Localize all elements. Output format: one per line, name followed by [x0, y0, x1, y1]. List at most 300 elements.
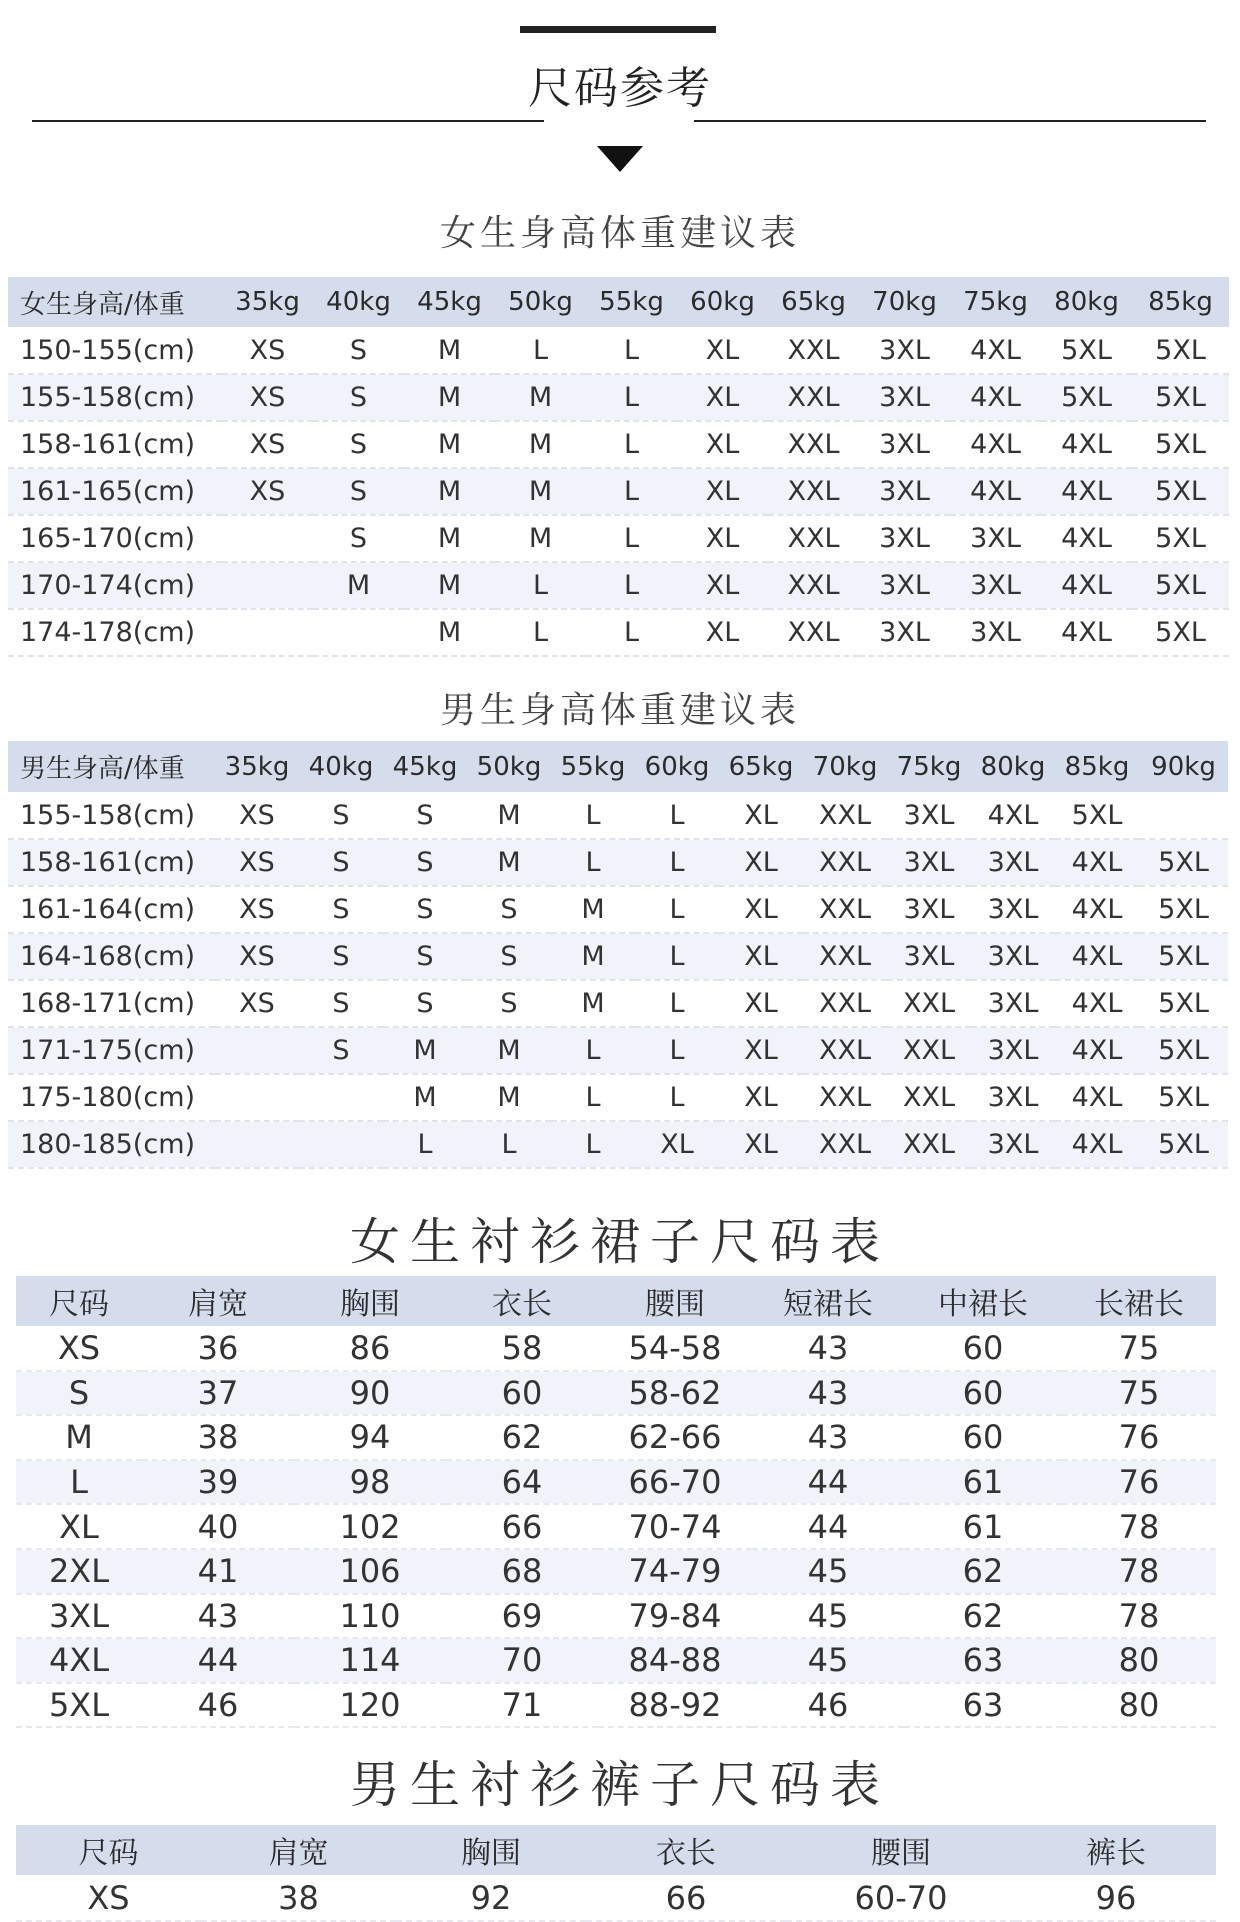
- table-cell: 62: [904, 1549, 1062, 1594]
- table-cell: S: [383, 792, 467, 839]
- table-cell: 4XL: [971, 792, 1055, 839]
- table-cell: 75: [1062, 1326, 1216, 1371]
- column-header: 55kg: [560, 751, 626, 782]
- table-cell: M: [551, 933, 635, 980]
- table-cell: XL: [677, 609, 768, 656]
- table-cell: [313, 609, 404, 656]
- table-row: [16, 1594, 1216, 1639]
- table-cell: 64: [446, 1460, 598, 1505]
- table-cell: 150-155(cm): [8, 327, 222, 374]
- table-cell: XL: [677, 562, 768, 609]
- table-row: [8, 374, 1229, 421]
- table-cell: 66-70: [598, 1460, 752, 1505]
- table-cell: 76: [1062, 1460, 1216, 1505]
- column-header: 腰围: [645, 1287, 705, 1322]
- table-cell: L: [635, 933, 719, 980]
- column-header: 50kg: [508, 287, 573, 317]
- table-cell: 43: [752, 1326, 904, 1371]
- column-header: 肩宽: [188, 1287, 248, 1322]
- table-cell: 4XL: [1041, 468, 1132, 515]
- table-cell: 174-178(cm): [8, 609, 222, 656]
- table-cell: XS: [215, 980, 299, 1027]
- table-cell: 110: [294, 1594, 446, 1639]
- table-cell: 86: [294, 1326, 446, 1371]
- table-cell: M: [404, 327, 495, 374]
- table-cell: M: [551, 886, 635, 933]
- table-cell: 4XL: [950, 327, 1041, 374]
- table-cell: S: [383, 886, 467, 933]
- table-row: [8, 980, 1228, 1027]
- table-cell: M: [383, 1074, 467, 1121]
- table-cell: L: [635, 1027, 719, 1074]
- table-cell: 5XL: [1139, 839, 1228, 886]
- table-cell: 74-79: [598, 1549, 752, 1594]
- table-cell: L: [586, 327, 677, 374]
- column-header: 裤长: [1086, 1836, 1146, 1871]
- table-cell: 161-164(cm): [8, 886, 215, 933]
- table-cell: S: [467, 933, 551, 980]
- table-cell: XL: [677, 327, 768, 374]
- table-cell: S: [16, 1371, 142, 1416]
- table-cell: XL: [16, 1504, 142, 1549]
- women-weight-table: [8, 277, 1229, 657]
- table-cell: XL: [719, 792, 803, 839]
- table-cell: XXL: [803, 839, 887, 886]
- table-cell: 80: [1062, 1638, 1216, 1683]
- table-cell: 60: [904, 1326, 1062, 1371]
- table-cell: 5XL: [1139, 1074, 1228, 1121]
- table-cell: XS: [215, 886, 299, 933]
- table-cell: XL: [635, 1121, 719, 1168]
- women-size-table: [16, 1276, 1216, 1728]
- table-cell: XL: [719, 980, 803, 1027]
- table-cell: 75: [1062, 1371, 1216, 1416]
- column-header: 75kg: [896, 751, 962, 782]
- table-cell: 171-175(cm): [8, 1027, 215, 1074]
- column-header: 女生身高/体重: [20, 289, 185, 320]
- table-cell: L: [635, 980, 719, 1027]
- table-cell: 5XL: [1139, 1121, 1228, 1168]
- table-cell: 3XL: [971, 1121, 1055, 1168]
- table-cell: XL: [677, 468, 768, 515]
- table-cell: 92: [396, 1875, 586, 1921]
- table-cell: 5XL: [1139, 933, 1228, 980]
- table-cell: XXL: [768, 421, 859, 468]
- table-cell: 4XL: [950, 374, 1041, 421]
- table-cell: [222, 515, 313, 562]
- table-cell: S: [383, 933, 467, 980]
- table-cell: 4XL: [16, 1638, 142, 1683]
- table-cell: L: [551, 1074, 635, 1121]
- table-cell: 106: [294, 1549, 446, 1594]
- table-cell: 3XL: [859, 327, 950, 374]
- table-row: [8, 609, 1229, 656]
- column-header: 85kg: [1064, 751, 1130, 782]
- column-header: 胸围: [461, 1836, 521, 1871]
- table-cell: M: [495, 515, 586, 562]
- table-cell: [222, 562, 313, 609]
- table-cell: 175-180(cm): [8, 1074, 215, 1121]
- table-row: [16, 1371, 1216, 1416]
- table-row: [8, 515, 1229, 562]
- table-cell: L: [383, 1121, 467, 1168]
- table-cell: L: [586, 374, 677, 421]
- table-cell: 58-62: [598, 1371, 752, 1416]
- table-cell: 5XL: [1132, 468, 1229, 515]
- table-cell: 102: [294, 1504, 446, 1549]
- table-cell: 3XL: [859, 562, 950, 609]
- table-cell: 4XL: [1055, 886, 1139, 933]
- table-cell: XS: [16, 1326, 142, 1371]
- table-row: [8, 562, 1229, 609]
- table-cell: L: [551, 1027, 635, 1074]
- table-cell: 63: [904, 1638, 1062, 1683]
- table-cell: XXL: [768, 562, 859, 609]
- table-cell: 78: [1062, 1504, 1216, 1549]
- table-cell: XS: [215, 792, 299, 839]
- table-cell: 3XL: [971, 980, 1055, 1027]
- table-cell: S: [383, 839, 467, 886]
- table-cell: XS: [222, 468, 313, 515]
- table-row: [8, 468, 1229, 515]
- table-cell: 5XL: [1132, 327, 1229, 374]
- column-header: 尺码: [49, 1287, 109, 1322]
- table-cell: 3XL: [971, 1027, 1055, 1074]
- table-cell: XL: [677, 374, 768, 421]
- table-cell: 98: [294, 1460, 446, 1505]
- table-cell: 5XL: [1132, 421, 1229, 468]
- table-cell: 3XL: [887, 886, 971, 933]
- table-cell: 158-161(cm): [8, 421, 222, 468]
- table-cell: S: [299, 886, 383, 933]
- table-cell: [215, 1074, 299, 1121]
- table-cell: S: [313, 468, 404, 515]
- table-cell: 39: [142, 1460, 294, 1505]
- table-cell: XXL: [887, 1074, 971, 1121]
- column-header: 衣长: [492, 1287, 552, 1322]
- table-cell: 90: [294, 1371, 446, 1416]
- table-cell: [222, 609, 313, 656]
- table-cell: M: [495, 374, 586, 421]
- table-cell: 80: [1062, 1683, 1216, 1728]
- table-cell: 3XL: [859, 374, 950, 421]
- table-cell: 5XL: [1139, 886, 1228, 933]
- table-cell: M: [404, 374, 495, 421]
- table-cell: [1139, 792, 1228, 839]
- table-cell: XL: [719, 1121, 803, 1168]
- table-cell: M: [495, 468, 586, 515]
- table-cell: XXL: [887, 980, 971, 1027]
- table-cell: S: [313, 421, 404, 468]
- table-cell: XXL: [803, 1074, 887, 1121]
- table-cell: 76: [1062, 1415, 1216, 1460]
- table-cell: 78: [1062, 1549, 1216, 1594]
- table-cell: 3XL: [859, 468, 950, 515]
- table-cell: 165-170(cm): [8, 515, 222, 562]
- table-cell: XXL: [803, 792, 887, 839]
- table-cell: 61: [904, 1504, 1062, 1549]
- column-header: 50kg: [476, 751, 542, 782]
- table-cell: 36: [142, 1326, 294, 1371]
- table-cell: 4XL: [1055, 1074, 1139, 1121]
- table-cell: L: [586, 609, 677, 656]
- table-row: [8, 327, 1229, 374]
- table-cell: 3XL: [971, 839, 1055, 886]
- table-cell: S: [313, 515, 404, 562]
- table-cell: 46: [142, 1683, 294, 1728]
- table-cell: 3XL: [859, 515, 950, 562]
- column-header: 尺码: [78, 1836, 139, 1871]
- table-cell: M: [467, 792, 551, 839]
- table-cell: 62: [904, 1594, 1062, 1639]
- table-cell: 4XL: [1041, 515, 1132, 562]
- table-cell: 5XL: [1132, 562, 1229, 609]
- table-cell: L: [467, 1121, 551, 1168]
- down-arrow-icon: [597, 146, 643, 172]
- column-header: 35kg: [224, 751, 290, 782]
- table-cell: L: [635, 886, 719, 933]
- table-cell: XXL: [768, 327, 859, 374]
- table-row: [16, 1415, 1216, 1460]
- table-cell: M: [404, 468, 495, 515]
- table-row: [8, 792, 1228, 839]
- column-header: 长裙长: [1094, 1287, 1184, 1322]
- table-cell: XL: [719, 839, 803, 886]
- table-cell: XS: [215, 839, 299, 886]
- table-cell: 5XL: [1132, 515, 1229, 562]
- column-header: 60kg: [690, 287, 755, 317]
- table-cell: 71: [446, 1683, 598, 1728]
- men-size-title: 男生衬衫裤子尺码表: [350, 1756, 890, 1814]
- table-cell: 58: [446, 1326, 598, 1371]
- table-cell: 94: [294, 1415, 446, 1460]
- top-accent-bar: [520, 26, 716, 33]
- table-cell: XXL: [803, 886, 887, 933]
- table-cell: L: [495, 562, 586, 609]
- table-cell: 70: [446, 1638, 598, 1683]
- table-cell: 70-74: [598, 1504, 752, 1549]
- table-cell: XXL: [768, 374, 859, 421]
- column-header: 35kg: [235, 287, 300, 317]
- column-header: 85kg: [1148, 287, 1213, 317]
- table-cell: 3XL: [971, 933, 1055, 980]
- table-cell: 62-66: [598, 1415, 752, 1460]
- table-cell: 40: [142, 1504, 294, 1549]
- table-cell: XL: [719, 886, 803, 933]
- table-cell: S: [383, 980, 467, 1027]
- table-cell: 4XL: [1055, 980, 1139, 1027]
- column-header: 衣长: [656, 1836, 716, 1871]
- table-cell: 5XL: [1041, 327, 1132, 374]
- table-cell: L: [586, 515, 677, 562]
- table-cell: 60: [904, 1415, 1062, 1460]
- table-cell: S: [299, 980, 383, 1027]
- table-cell: 3XL: [859, 609, 950, 656]
- table-cell: 5XL: [16, 1683, 142, 1728]
- table-cell: L: [635, 1074, 719, 1121]
- table-cell: 60: [446, 1371, 598, 1416]
- table-row: [16, 1504, 1216, 1549]
- table-cell: 37: [142, 1371, 294, 1416]
- table-cell: 41: [142, 1549, 294, 1594]
- women-weight-title: 女生身高体重建议表: [439, 213, 800, 254]
- table-cell: 158-161(cm): [8, 839, 215, 886]
- table-cell: 44: [752, 1460, 904, 1505]
- table-cell: M: [404, 515, 495, 562]
- table-cell: 69: [446, 1594, 598, 1639]
- table-cell: 3XL: [887, 792, 971, 839]
- column-header: 65kg: [728, 751, 794, 782]
- table-cell: XL: [677, 515, 768, 562]
- table-cell: 38: [201, 1875, 396, 1921]
- table-cell: 4XL: [1055, 1027, 1139, 1074]
- table-cell: 44: [142, 1638, 294, 1683]
- table-cell: 3XL: [16, 1594, 142, 1639]
- column-header: 男生身高/体重: [20, 754, 185, 784]
- table-cell: L: [551, 792, 635, 839]
- table-cell: 170-174(cm): [8, 562, 222, 609]
- table-cell: M: [313, 562, 404, 609]
- table-cell: 46: [752, 1683, 904, 1728]
- table-cell: XXL: [768, 468, 859, 515]
- table-cell: 3XL: [950, 562, 1041, 609]
- table-row: [16, 1460, 1216, 1505]
- table-cell: 4XL: [950, 421, 1041, 468]
- table-row: [8, 886, 1228, 933]
- table-cell: 4XL: [1041, 609, 1132, 656]
- table-cell: 4XL: [1055, 1121, 1139, 1168]
- table-cell: 5XL: [1132, 374, 1229, 421]
- table-cell: 68: [446, 1549, 598, 1594]
- column-header: 80kg: [980, 751, 1046, 782]
- table-cell: 88-92: [598, 1683, 752, 1728]
- table-cell: S: [467, 886, 551, 933]
- table-cell: XXL: [768, 515, 859, 562]
- table-cell: 63: [904, 1683, 1062, 1728]
- table-cell: S: [299, 1027, 383, 1074]
- table-cell: XS: [222, 374, 313, 421]
- column-header: 80kg: [1054, 287, 1119, 317]
- column-header: 70kg: [872, 287, 937, 317]
- table-cell: L: [635, 792, 719, 839]
- table-cell: 43: [752, 1371, 904, 1416]
- title-divider-right: [694, 120, 1206, 122]
- table-cell: L: [551, 839, 635, 886]
- table-cell: [299, 1121, 383, 1168]
- column-header: 75kg: [963, 287, 1028, 317]
- table-cell: 5XL: [1139, 980, 1228, 1027]
- table-cell: 168-171(cm): [8, 980, 215, 1027]
- table-cell: 4XL: [1055, 933, 1139, 980]
- table-cell: M: [383, 1027, 467, 1074]
- table-cell: 4XL: [1055, 839, 1139, 886]
- column-header: 60kg: [644, 751, 710, 782]
- table-row: [8, 421, 1229, 468]
- women-size-title: 女生衬衫裙子尺码表: [350, 1213, 890, 1271]
- table-cell: L: [551, 1121, 635, 1168]
- table-cell: 3XL: [950, 609, 1041, 656]
- table-cell: 44: [752, 1504, 904, 1549]
- table-cell: 3XL: [887, 933, 971, 980]
- table-cell: 3XL: [971, 1074, 1055, 1121]
- column-header: 40kg: [326, 287, 391, 317]
- table-cell: 3XL: [971, 886, 1055, 933]
- table-cell: M: [467, 1074, 551, 1121]
- table-cell: 5XL: [1139, 1027, 1228, 1074]
- page-title: 尺码参考: [528, 63, 712, 114]
- table-cell: 60: [904, 1371, 1062, 1416]
- column-header: 45kg: [392, 751, 458, 782]
- table-cell: XXL: [803, 933, 887, 980]
- column-header: 胸围: [340, 1287, 400, 1322]
- table-cell: 45: [752, 1594, 904, 1639]
- table-row: [16, 1326, 1216, 1371]
- table-cell: XXL: [803, 980, 887, 1027]
- table-cell: 5XL: [1132, 609, 1229, 656]
- table-cell: 78: [1062, 1594, 1216, 1639]
- table-cell: XL: [677, 421, 768, 468]
- table-cell: 164-168(cm): [8, 933, 215, 980]
- table-cell: 66: [586, 1875, 786, 1921]
- column-header: 中裙长: [938, 1287, 1028, 1322]
- table-cell: S: [299, 933, 383, 980]
- table-cell: 5XL: [1041, 374, 1132, 421]
- table-cell: 5XL: [1055, 792, 1139, 839]
- table-cell: M: [404, 421, 495, 468]
- table-cell: L: [586, 421, 677, 468]
- table-cell: 155-158(cm): [8, 374, 222, 421]
- table-cell: L: [16, 1460, 142, 1505]
- table-cell: S: [467, 980, 551, 1027]
- men-size-table: [16, 1825, 1216, 1922]
- column-header: 45kg: [417, 287, 482, 317]
- table-cell: XL: [719, 1074, 803, 1121]
- table-cell: 161-165(cm): [8, 468, 222, 515]
- table-row: [8, 839, 1228, 886]
- table-cell: L: [586, 468, 677, 515]
- column-header: 腰围: [871, 1836, 931, 1871]
- table-cell: 43: [752, 1415, 904, 1460]
- table-cell: M: [404, 609, 495, 656]
- table-cell: 3XL: [950, 515, 1041, 562]
- table-cell: S: [313, 374, 404, 421]
- table-cell: S: [299, 792, 383, 839]
- table-cell: 4XL: [1041, 562, 1132, 609]
- column-header: 40kg: [308, 751, 374, 782]
- table-cell: M: [467, 839, 551, 886]
- table-cell: M: [467, 1027, 551, 1074]
- table-cell: XXL: [887, 1027, 971, 1074]
- table-cell: 43: [142, 1594, 294, 1639]
- men-size-header-row: [16, 1825, 1216, 1875]
- table-cell: 3XL: [887, 839, 971, 886]
- table-cell: 4XL: [1041, 421, 1132, 468]
- column-header: 65kg: [781, 287, 846, 317]
- table-row: [16, 1638, 1216, 1683]
- women-weight-header-row: [8, 277, 1229, 327]
- table-cell: 60-70: [786, 1875, 1016, 1921]
- table-cell: 79-84: [598, 1594, 752, 1639]
- table-row: [8, 933, 1228, 980]
- men-weight-header-row: [8, 741, 1228, 792]
- table-cell: S: [299, 839, 383, 886]
- title-divider-left: [32, 120, 544, 122]
- table-cell: M: [551, 980, 635, 1027]
- table-cell: XS: [222, 421, 313, 468]
- table-cell: 66: [446, 1504, 598, 1549]
- table-cell: 84-88: [598, 1638, 752, 1683]
- column-header: 70kg: [812, 751, 878, 782]
